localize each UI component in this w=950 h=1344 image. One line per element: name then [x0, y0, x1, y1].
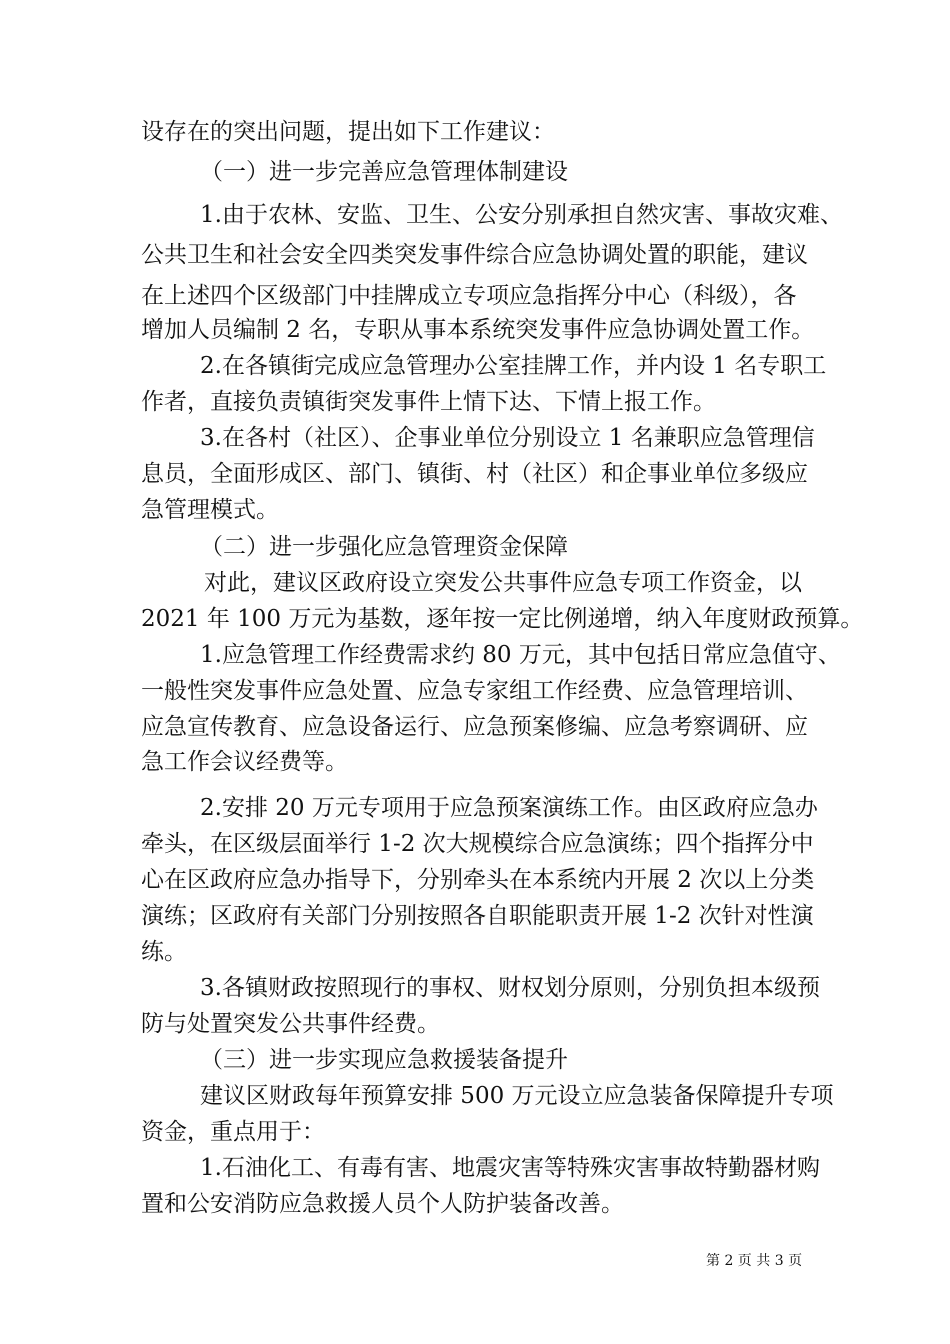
- body-line: 设存在的突出问题，提出如下工作建议：: [141, 119, 555, 145]
- section-heading: （一）进一步完善应急管理体制建设: [200, 159, 568, 185]
- body-line: 一般性突发事件应急处置、应急专家组工作经费、应急管理培训、: [141, 678, 808, 704]
- body-line: 急工作会议经费等。: [141, 749, 348, 775]
- body-line: 心在区政府应急办指导下，分别牵头在本系统内开展 2 次以上分类: [141, 867, 815, 893]
- body-line: 公共卫生和社会安全四类突发事件综合应急协调处置的职能，建议: [141, 242, 808, 268]
- body-line: 1.由于农林、安监、卫生、公安分别承担自然灾害、事故灾难、: [200, 202, 843, 228]
- section-heading: （二）进一步强化应急管理资金保障: [200, 534, 568, 560]
- body-line: 3.各镇财政按照现行的事权、财权划分原则，分别负担本级预: [200, 975, 820, 1001]
- body-line: 置和公安消防应急救援人员个人防护装备改善。: [141, 1191, 624, 1217]
- body-line: 2021 年 100 万元为基数，逐年按一定比例递增，纳入年度财政预算。: [141, 606, 864, 632]
- body-line: 作者，直接负责镇街突发事件上情下达、下情上报工作。: [141, 389, 716, 415]
- body-line: 1.石油化工、有毒有害、地震灾害等特殊灾害事故特勤器材购: [200, 1155, 820, 1181]
- body-line: 应急宣传教育、应急设备运行、应急预案修编、应急考察调研、应: [141, 714, 808, 740]
- body-line: 急管理模式。: [141, 497, 279, 523]
- body-line: 练。: [141, 939, 187, 965]
- body-line: 2.安排 20 万元专项用于应急预案演练工作。由区政府应急办: [200, 795, 818, 821]
- body-line: 2.在各镇街完成应急管理办公室挂牌工作，并内设 1 名专职工: [200, 353, 827, 379]
- body-line: 增加人员编制 2 名，专职从事本系统突发事件应急协调处置工作。: [141, 317, 815, 343]
- body-line: 息员，全面形成区、部门、镇街、村（社区）和企事业单位多级应: [141, 461, 808, 487]
- section-heading: （三）进一步实现应急救援装备提升: [200, 1047, 568, 1073]
- body-line: 建议区财政每年预算安排 500 万元设立应急装备保障提升专项: [200, 1083, 834, 1109]
- body-line: 3.在各村（社区）、企事业单位分别设立 1 名兼职应急管理信: [200, 425, 815, 451]
- body-line: 对此，建议区政府设立突发公共事件应急专项工作资金，以: [204, 570, 802, 596]
- page-number: 第 2 页 共 3 页: [706, 1253, 803, 1269]
- body-line: 牵头，在区级层面举行 1-2 次大规模综合应急演练；四个指挥分中: [141, 831, 814, 857]
- body-line: 资金，重点用于：: [141, 1119, 325, 1145]
- body-line: 在上述四个区级部门中挂牌成立专项应急指挥分中心（科级），各: [141, 283, 797, 309]
- body-line: 1.应急管理工作经费需求约 80 万元，其中包括日常应急值守、: [200, 642, 841, 668]
- body-line: 演练；区政府有关部门分别按照各自职能职责开展 1-2 次针对性演: [141, 903, 814, 929]
- body-line: 防与处置突发公共事件经费。: [141, 1011, 440, 1037]
